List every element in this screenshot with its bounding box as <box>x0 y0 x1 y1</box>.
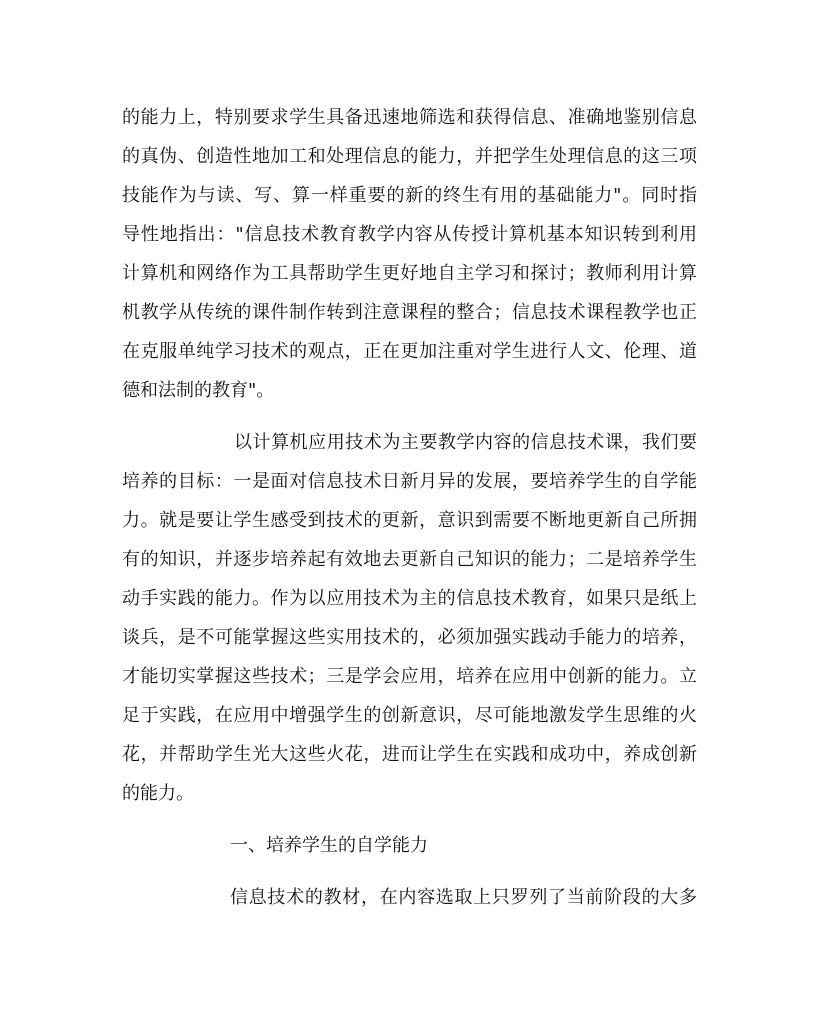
paragraph-line: 才能切实掌握这些技术；三是学会应用，培养在应用中创新的能力。立 <box>122 666 697 687</box>
paragraph-line: 计算机和网络作为工具帮助学生更好地自主学习和探讨；教师利用计算 <box>122 263 697 284</box>
paragraph-line: 德和法制的教育"。 <box>122 380 275 401</box>
paragraph-line: 的能力上，特别要求学生具备迅速地筛选和获得信息、准确地鉴别信息 <box>122 107 697 128</box>
paragraph-line: 机教学从传统的课件制作转到注意课程的整合；信息技术课程教学也正 <box>122 302 697 323</box>
paragraph-line: 力。就是要让学生感受到技术的更新，意识到需要不断地更新自己所拥 <box>122 510 697 531</box>
paragraph-line: 导性地指出："信息技术教育教学内容从传授计算机基本知识转到利用 <box>122 224 697 245</box>
paragraph-indented-line: 以计算机应用技术为主要教学内容的信息技术课，我们要 <box>234 432 697 453</box>
paragraph-line: 动手实践的能力。作为以应用技术为主的信息技术教育，如果只是纸上 <box>122 588 697 609</box>
paragraph-line: 足于实践，在应用中增强学生的创新意识，尽可能地激发学生思维的火 <box>122 705 697 726</box>
paragraph-line: 有的知识，并逐步培养起有效地去更新自己知识的能力；二是培养学生 <box>122 549 697 570</box>
paragraph-line: 谈兵，是不可能掌握这些实用技术的，必须加强实践动手能力的培养， <box>122 627 697 648</box>
paragraph-indented-line: 信息技术的教材，在内容选取上只罗列了当前阶段的大多 <box>230 887 697 908</box>
paragraph-line: 在克服单纯学习技术的观点，正在更加注重对学生进行人文、伦理、道 <box>122 341 697 362</box>
paragraph-line: 培养的目标：一是面对信息技术日新月异的发展，要培养学生的自学能 <box>122 471 697 492</box>
paragraph-line: 技能作为与读、写、算一样重要的新的终生有用的基础能力"。同时指 <box>122 185 697 206</box>
paragraph-line: 的真伪、创造性地加工和处理信息的能力，并把学生处理信息的这三项 <box>122 146 697 167</box>
paragraph-line: 的能力。 <box>122 783 194 804</box>
paragraph-line: 花，并帮助学生光大这些火花，进而让学生在实践和成功中，养成创新 <box>122 744 697 765</box>
section-heading: 一、培养学生的自学能力 <box>230 835 428 856</box>
